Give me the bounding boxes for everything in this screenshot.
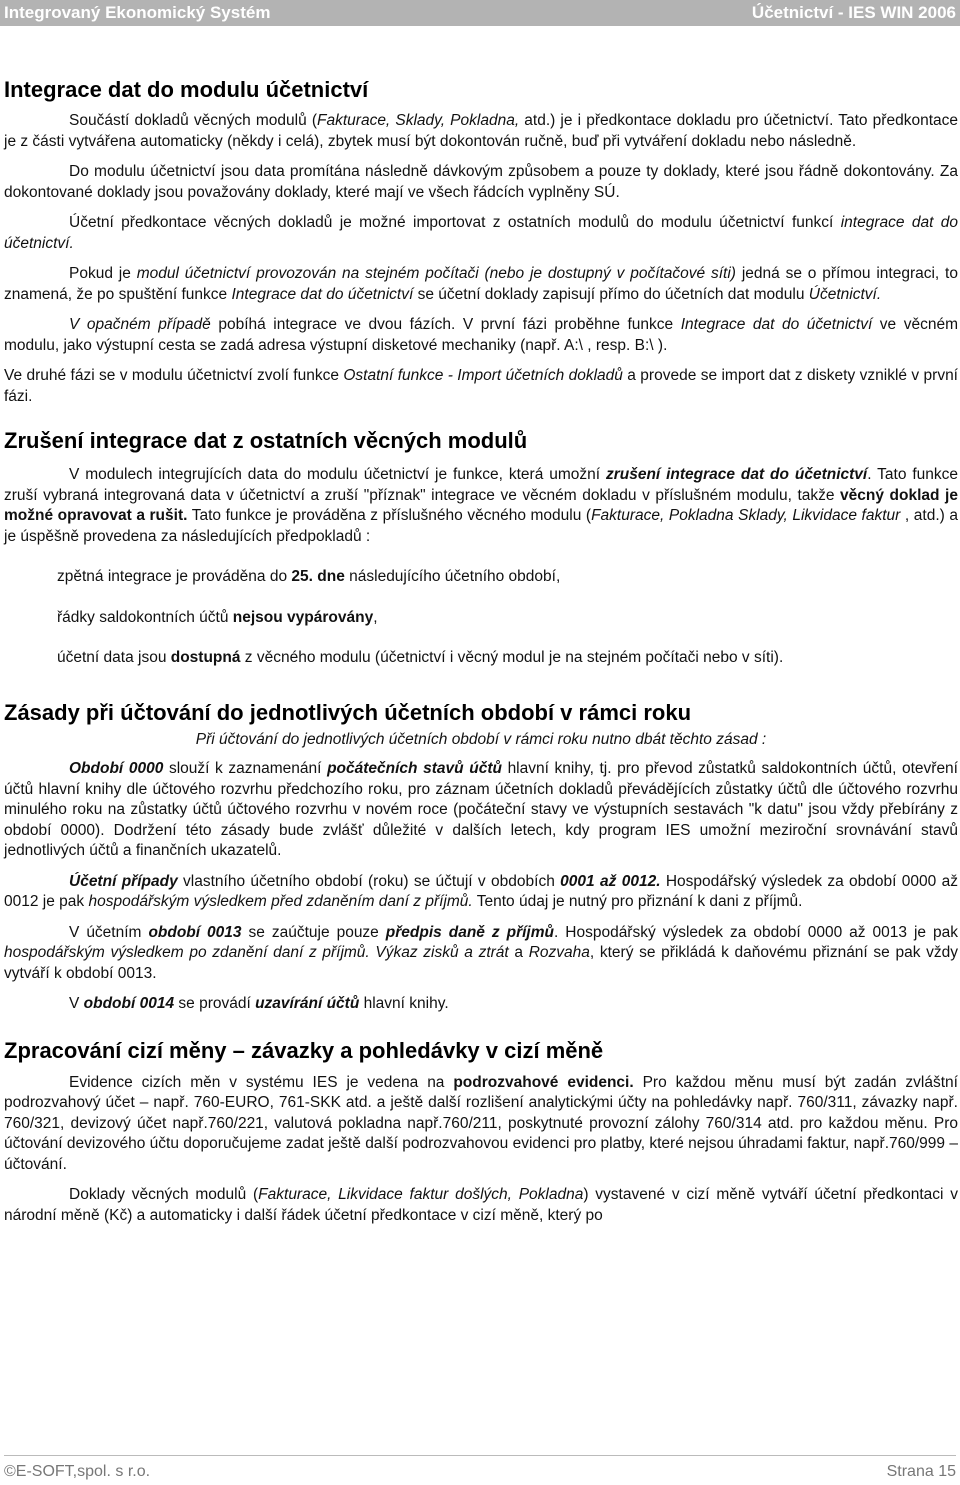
list-item: účetní data jsou dostupná z věcného modulu (účetnictví i věcný modul je na stejném počítači nebo v síti). [57, 649, 784, 666]
paragraph: Období 0000 slouží k zaznamenání počátečních stavů účtů hlavní knihy, tj. pro převod zůstatků saldokontních účtů, otevření účtů hlavní knihy dle účtového rozvrhu předchozího roku, pro záznam účetních dokladů převádějících zůstatky účtů dle účtového rozvrhu minulého roku na zůstatky účtů účtového rozvrhu v novém roce (počáteční stavy ve výstupních sestavách "k datu" jsou vždy přebírány z období 0000). Dodržení této zásady bude zvlášť důležité v dalších letech, kdy program IES umožní meziroční srovnávání stavů jednotlivých účtů a finančních ukazatelů. [4, 760, 958, 859]
paragraph: Pokud je modul účetnictví provozován na stejném počítači (nebo je dostupný v počítačové síti) jedná se o přímou integraci, to znamená, že po spuštění funkce Integrace dat do účetnictví se účetní doklady zapisují přímo do účetních dat modulu Účetnictví. [4, 265, 958, 303]
list-item: řádky saldokontních účtů nejsou vypárovány, [57, 608, 378, 626]
paragraph: V období 0014 se provádí uzavírání účtů hlavní knihy. [69, 995, 449, 1012]
paragraph: V modulech integrujících data do modulu účetnictví je funkce, která umožní zrušení integrace dat do účetnictví. Tato funkce zruší vybraná integrovaná data v účetnictví a zruší "příznak" integrace ve věcném dokladu v příslušném modulu, takže věcný doklad je možné opravovat a rušit. Tato funkce je prováděna z příslušného věcného modulu (Fakturace, Pokladna Sklady, Likvidace faktur , atd.) a je úspěšně provedena za následujících předpokladů : [4, 466, 959, 545]
section-integrace-title: Integrace dat do modulu účetnictví [4, 77, 369, 102]
header-module-name: Účetnictví - IES WIN 2006 [751, 3, 956, 22]
paragraph: Účetní případy vlastního účetního období (roku) se účtují v obdobích 0001 až 0012. Hospodářský výsledek za období 0000 až 0012 je pak hospodářským výsledkem před zdaněním daní z příjmů. Tento údaj je nutný pro přiznání k dani z příjmů. [4, 872, 958, 910]
paragraph: V účetním období 0013 se zaúčtuje pouze předpis daně z příjmů. Hospodářský výsledek za období 0000 až 0013 je pak hospodářským výsledkem po zdanění daní z příjmů. Výkaz zisků a ztrát a Rozvaha, který se přikládá k daňovému přiznání se pak vždy vytváří k období 0013. [4, 923, 958, 982]
section-intro: Při účtování do jednotlivých účetních období v rámci roku nutno dbát těchto zásad : [195, 730, 767, 748]
list-item: zpětná integrace je prováděna do 25. dne následujícího účetního období, [57, 568, 561, 585]
paragraph: Součástí dokladů věcných modulů (Fakturace, Sklady, Pokladna, atd.) je i předkontace dokladu pro účetnictví. Tato předkontace je z části vytvářena automaticky (někdy i celá), zbytek musí být dokontován ručně, buď při vytváření dokladu nebo následně. [4, 112, 958, 150]
paragraph: V opačném případě pobíhá integrace ve dvou fázích. V první fázi proběhne funkce Integrace dat do účetnictví ve věcném modulu, jako výstupní cesta se zadá adresa výstupní disketové mechaniky (např. A:\ , resp. B:\ ). [4, 316, 958, 354]
page-footer [0, 1463, 960, 1483]
paragraph: Doklady věcných modulů (Fakturace, Likvidace faktur došlých, Pokladna) vystavené v cizí měně vytváří účetní předkontaci v národní měně (Kč) a automaticky i další řádek účetní předkontace v cizí měně, který po [4, 1186, 958, 1224]
document-body [4, 76, 958, 1226]
footer-page-number: Strana 15 [886, 1463, 956, 1480]
page-header [0, 0, 960, 26]
section-cizi-mena-title: Zpracování cizí měny – závazky a pohledávky v cizí měně [4, 1037, 604, 1063]
footer-copyright: ©E-SOFT,spol. s r.o. [4, 1463, 151, 1480]
paragraph: Účetní předkontace věcných dokladů je možné importovat z ostatních modulů do modulu účetnictví funkcí integrace dat do účetnictví. [4, 214, 958, 252]
header-system-name: Integrovaný Ekonomický Systém [4, 3, 271, 22]
paragraph: Ve druhé fázi se v modulu účetnictví zvolí funkce Ostatní funkce - Import účetních dokladů a provede se import dat z diskety vzniklé v první fázi. [4, 367, 958, 405]
section-zasady-title: Zásady při účtování do jednotlivých účetních období v rámci roku [4, 699, 692, 725]
paragraph: Evidence cizích měn v systému IES je vedena na podrozvahové evidenci. Pro každou měnu musí být zadán zvláštní podrozvahový účet – např. 760-EURO, 761-SKK atd. a ještě další rozlišení analytickými účty na pohledávky např. 760/311, závazky např. 760/321, devizový účet např.760/221, valutová pokladna např.760/211, poskytnuté provozní zálohy 760/314 atd. pro každou měnu. Pro účtování devizového účtu doporučujeme zadat ještě další podrozvahovou evidenci pro platby, které nejsou úhradami faktur, např.760/999 – účtování. [4, 1073, 958, 1173]
section-zruseni-title: Zrušení integrace dat z ostatních věcných modulů [4, 428, 528, 453]
footer-divider [4, 1455, 956, 1456]
paragraph: Do modulu účetnictví jsou data promítána následně dávkovým způsobem a pouze ty doklady, které jsou řádně dokontovány. Za dokontované doklady jsou považovány doklady, které mají ve všech řádcích vyplněny SÚ. [4, 163, 958, 201]
